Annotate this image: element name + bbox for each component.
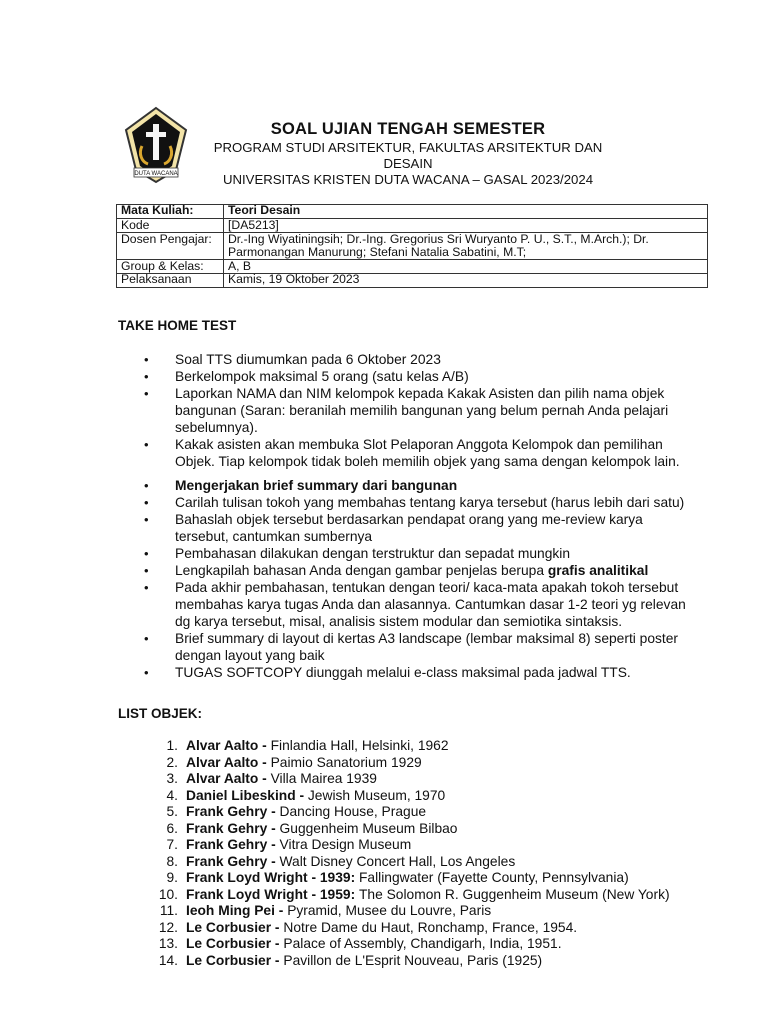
- architect-name: Frank Gehry -: [186, 853, 280, 869]
- item-number: 4.: [166, 787, 178, 803]
- building-name: Fallingwater (Fayette County, Pennsylvania): [359, 870, 629, 885]
- list-item: [118, 821, 698, 838]
- table-row: [117, 233, 708, 260]
- item-number: 9.: [166, 870, 178, 885]
- university-line: UNIVERSITAS KRISTEN DUTA WACANA – GASAL 2023/2024: [222, 172, 594, 187]
- building-name: Walt Disney Concert Hall, Los Angeles: [279, 853, 516, 869]
- building-name: Jewish Museum, 1970: [307, 787, 446, 803]
- take-home-heading: TAKE HOME TEST: [118, 318, 237, 333]
- building-name: Villa Mairea 1939: [270, 771, 377, 786]
- building-name: Dancing House, Prague: [279, 804, 427, 819]
- list-item: [118, 936, 698, 953]
- list-item: [118, 903, 698, 920]
- course-info-table: [116, 204, 708, 288]
- list-item: • Mengerjakan brief summary dari bangunan: [144, 478, 458, 493]
- architect-name: Frank Gehry -: [186, 837, 280, 852]
- table-row: [117, 274, 708, 288]
- architect-name: Frank Gehry -: [186, 804, 280, 819]
- architect-name: Alvar Aalto -: [186, 754, 271, 770]
- list-item: [118, 771, 698, 788]
- building-name: Pyramid, Musee du Louvre, Paris: [287, 903, 492, 918]
- bullet-icon: •: [144, 386, 149, 401]
- page-title: SOAL UJIAN TENGAH SEMESTER: [270, 120, 546, 138]
- table-value: Kamis, 19 Oktober 2023: [224, 274, 708, 288]
- list-item: • Pada akhir pembahasan, tentukan dengan teori/ kaca-mata apakah tokoh tersebut membahas karya tugas Anda dan alasannya. Cantumkan dasar 1-2 teori yg relevan dg karya tersebut, misal, analisis sistem modular dan semiotika sintaksis.: [144, 580, 686, 629]
- object-list: [118, 738, 698, 969]
- item-number: 6.: [166, 820, 178, 836]
- architect-name: Frank Loyd Wright - 1939:: [186, 870, 359, 885]
- table-key: Kode: [117, 219, 224, 233]
- item-number: 8.: [166, 853, 178, 869]
- item-number: 2.: [166, 754, 178, 770]
- bullet-icon: •: [144, 495, 149, 510]
- list-item: [118, 920, 698, 937]
- bullet-icon: •: [144, 512, 149, 527]
- architect-name: Frank Loyd Wright - 1959:: [186, 886, 359, 902]
- table-value: A, B: [224, 260, 708, 274]
- list-item: [118, 755, 698, 772]
- list-item: • TUGAS SOFTCOPY diunggah melalui e-class maksimal pada jadwal TTS.: [144, 665, 631, 680]
- building-name: Notre Dame du Haut, Ronchamp, France, 1954.: [283, 919, 578, 935]
- bullet-icon: •: [144, 580, 149, 595]
- list-item: [118, 854, 698, 871]
- table-value: Dr.-Ing Wiyatiningsih; Dr.-Ing. Gregorius Sri Wuryanto P. U., S.T., M.Arch.); Dr. Parmonangan Manurung; Stefani Natalia Sabatini, M.T;: [224, 233, 708, 260]
- spacer: [118, 470, 698, 477]
- list-item: [118, 837, 698, 854]
- item-number: 13.: [158, 936, 178, 951]
- list-item: • Carilah tulisan tokoh yang membahas tentang karya tersebut (harus lebih dari satu): [144, 495, 685, 510]
- header: [200, 118, 616, 188]
- list-item: [118, 804, 698, 821]
- list-item: [118, 953, 698, 970]
- table-key: Dosen Pengajar:: [117, 233, 224, 260]
- list-item: • Lengkapilah bahasan Anda dengan gambar penjelas berupa grafis analitikal: [144, 563, 649, 578]
- item-number: 5.: [166, 804, 178, 819]
- table-key: Pelaksanaan: [117, 274, 224, 288]
- item-number: 12.: [158, 919, 178, 935]
- building-name: Guggenheim Museum Bilbao: [279, 820, 458, 836]
- architect-name: Le Corbusier -: [186, 952, 284, 968]
- list-item: • Pembahasan dilakukan dengan terstruktur dan sepadat mungkin: [144, 546, 571, 561]
- table-row: [117, 219, 708, 233]
- bullet-icon: •: [144, 369, 149, 384]
- architect-name: Frank Gehry -: [186, 820, 280, 836]
- list-item: • Brief summary di layout di kertas A3 landscape (lembar maksimal 8) seperti poster dengan layout yang baik: [144, 631, 679, 663]
- architect-name: Ieoh Ming Pei -: [186, 903, 288, 918]
- building-name: Pavillon de L'Esprit Nouveau, Paris (1925): [283, 952, 543, 968]
- architect-name: Alvar Aalto -: [186, 771, 271, 786]
- list-item: • Laporkan NAMA dan NIM kelompok kepada Kakak Asisten dan pilih nama objek bangunan (Saran: beranilah memilih bangunan yang belum pernah Anda pelajari sebelumnya).: [144, 386, 669, 435]
- bullet-icon: •: [144, 352, 149, 367]
- bullet-icon: •: [144, 631, 149, 646]
- architect-name: Alvar Aalto -: [186, 738, 271, 753]
- list-item: [118, 870, 698, 887]
- item-number: 1.: [166, 738, 178, 753]
- list-item: [118, 887, 698, 904]
- table-value: [DA5213]: [224, 219, 708, 233]
- list-item: • Berkelompok maksimal 5 orang (satu kelas A/B): [144, 369, 469, 384]
- table-key: Mata Kuliah:: [117, 205, 224, 219]
- bullet-icon: •: [144, 478, 149, 493]
- table-row: [117, 205, 708, 219]
- item-number: 14.: [158, 952, 178, 968]
- list-item: [118, 788, 698, 805]
- list-item: • Kakak asisten akan membuka Slot Pelaporan Anggota Kelompok dan pemilihan Objek. Tiap kelompok tidak boleh memilih objek yang sama dengan kelompok lain.: [144, 437, 680, 469]
- table-key: Group & Kelas:: [117, 260, 224, 274]
- program-line: PROGRAM STUDI ARSITEKTUR, FAKULTAS ARSITEKTUR DAN DESAIN: [213, 140, 603, 171]
- logo-text: DUTA WACANA: [134, 171, 178, 177]
- list-item: • Bahaslah objek tersebut berdasarkan pendapat orang yang me-review karya tersebut, cantumkan sumbernya: [144, 512, 643, 544]
- architect-name: Daniel Libeskind -: [186, 787, 308, 803]
- item-number: 11.: [159, 903, 178, 918]
- instructions-list: [118, 351, 698, 681]
- table-value: Teori Desain: [224, 205, 708, 219]
- bullet-icon: •: [144, 563, 149, 578]
- list-objek-heading: LIST OBJEK:: [118, 706, 203, 721]
- building-name: Paimio Sanatorium 1929: [270, 754, 422, 770]
- building-name: The Solomon R. Guggenheim Museum (New York): [359, 886, 670, 902]
- item-number: 7.: [166, 837, 178, 852]
- table-row: [117, 260, 708, 274]
- architect-name: Le Corbusier -: [186, 936, 284, 951]
- architect-name: Le Corbusier -: [186, 919, 284, 935]
- bullet-icon: •: [144, 437, 149, 452]
- building-name: Finlandia Hall, Helsinki, 1962: [270, 738, 449, 753]
- item-number: 3.: [166, 771, 178, 786]
- building-name: Palace of Assembly, Chandigarh, India, 1951.: [283, 936, 562, 951]
- item-number: 10.: [158, 886, 178, 902]
- list-item: • Soal TTS diumumkan pada 6 Oktober 2023: [144, 352, 441, 367]
- bullet-icon: •: [144, 665, 149, 680]
- bullet-icon: •: [144, 546, 149, 561]
- building-name: Vitra Design Museum: [279, 837, 412, 852]
- university-logo: [124, 106, 188, 184]
- list-item: [118, 738, 698, 755]
